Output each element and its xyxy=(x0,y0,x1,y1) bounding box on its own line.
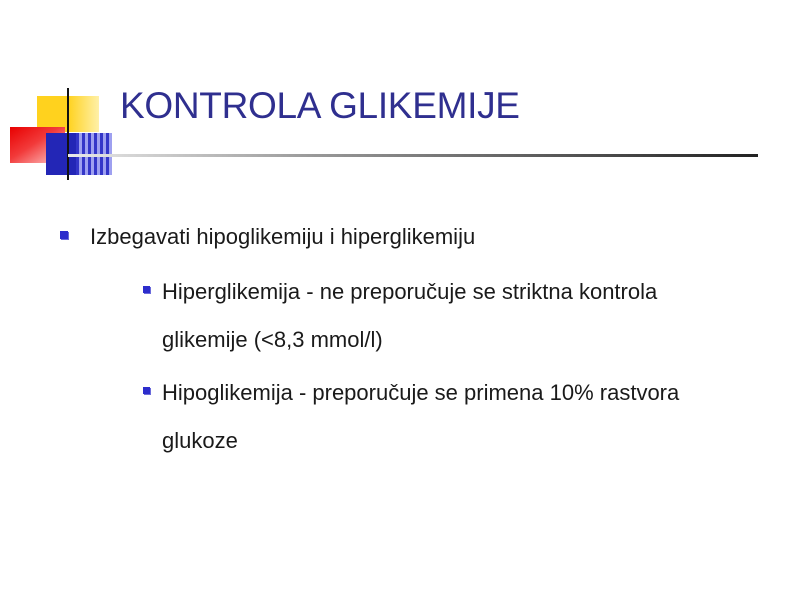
slide-title: KONTROLA GLIKEMIJE xyxy=(120,85,520,126)
square-bullet-icon xyxy=(60,231,68,239)
square-bullet-icon xyxy=(143,387,150,394)
decorative-squares xyxy=(0,0,130,190)
bullet-line: glikemije (<8,3 mmol/l) xyxy=(162,327,383,352)
bullet-text xyxy=(162,268,657,364)
square-bullet-icon xyxy=(143,286,150,293)
bullet-line: Hipoglikemija - preporučuje se primena 10% rastvora xyxy=(162,380,680,405)
bullet-text: Izbegavati hipoglikemiju i hiperglikemiju xyxy=(90,224,476,249)
bullet-text xyxy=(162,369,679,465)
bullet-line: Hiperglikemija - ne preporučuje se striktna kontrola xyxy=(162,279,658,304)
yellow-gradient-square xyxy=(68,96,99,132)
vertical-line xyxy=(67,88,69,180)
bullet-line: glukoze xyxy=(162,428,238,453)
title-divider xyxy=(68,154,758,157)
